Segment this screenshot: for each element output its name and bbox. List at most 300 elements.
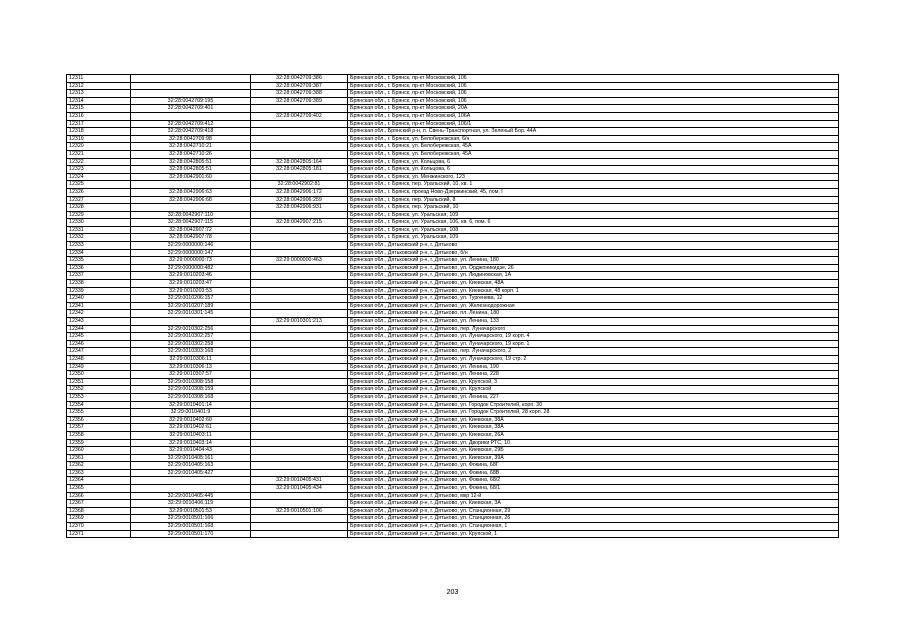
address-cell: Брянская обл., Дятьковский р-н, г. Дятьково, ул. Крупской, 3 — [348, 378, 839, 386]
parcel-number-cell — [131, 181, 251, 189]
table-row — [67, 340, 839, 348]
address-cell: Брянская обл., Дятьковский р-н, г. Дятьково, ул. Городок Строителей, корп. 30 — [348, 401, 839, 409]
parcel-number-cell: 32:29:0010203:46 — [131, 272, 251, 280]
address-cell: Брянская обл., Дятьковский р-н, г. Дятьково, ул. Ленина, 180 — [348, 257, 839, 265]
address-cell: Брянская обл., Дятьковский р-н, г. Дятьково, ул. Киевская, 26А — [348, 431, 839, 439]
parcel-number-cell: 32:29:0010405:445 — [131, 492, 251, 500]
building-number-cell — [251, 226, 348, 234]
building-number-cell — [251, 173, 348, 181]
row-number-cell: 12331 — [67, 226, 131, 234]
building-number-cell: 32:29:0010501:106 — [251, 507, 348, 515]
table-row — [67, 196, 839, 204]
address-cell: Брянская обл., г. Брянск, пер. Уральский, 10, кв. 1 — [348, 181, 839, 189]
row-number-cell: 12369 — [67, 515, 131, 523]
building-number-cell — [251, 249, 348, 257]
row-number-cell: 12325 — [67, 181, 131, 189]
parcel-number-cell: 32:28:0042906:63 — [131, 188, 251, 196]
table-row — [67, 530, 839, 538]
parcel-number-cell: 32:29:0010401:14 — [131, 401, 251, 409]
address-cell: Брянская обл., Дятьковский р-н, г. Дятьково — [348, 242, 839, 250]
parcel-number-cell: 32:29:0010402:60 — [131, 416, 251, 424]
building-number-cell: 32:28:0042906:931 — [251, 204, 348, 212]
row-number-cell: 12341 — [67, 302, 131, 310]
building-number-cell — [251, 272, 348, 280]
table-row — [67, 363, 839, 371]
table-row — [67, 204, 839, 212]
parcel-number-cell: 32:29:0010401:9 — [131, 409, 251, 417]
building-number-cell — [251, 447, 348, 455]
row-number-cell: 12362 — [67, 462, 131, 470]
parcel-number-cell: 32:29:0010206:157 — [131, 295, 251, 303]
row-number-cell: 12324 — [67, 173, 131, 181]
table-row — [67, 234, 839, 242]
building-number-cell — [251, 295, 348, 303]
parcel-number-cell: 32:29:0000000:147 — [131, 249, 251, 257]
row-number-cell: 12356 — [67, 416, 131, 424]
parcel-number-cell: 32:29:0010203:53 — [131, 287, 251, 295]
table-row — [67, 97, 839, 105]
parcel-number-cell: 32:29:0010404:43 — [131, 447, 251, 455]
address-cell: Брянская обл., г. Брянск, пр-кт Московский, 106 — [348, 75, 839, 83]
row-number-cell: 12359 — [67, 439, 131, 447]
address-cell: Брянская обл., Дятьковский р-н, г. Дятьково, ул. Орджоникидзе, 26 — [348, 264, 839, 272]
row-number-cell: 12314 — [67, 97, 131, 105]
table-row — [67, 280, 839, 288]
parcel-number-cell: 32:29:0010307:57 — [131, 371, 251, 379]
table-row — [67, 386, 839, 394]
address-cell: Брянская обл., Дятьковский р-н, г. Дятьково, б/н — [348, 249, 839, 257]
building-number-cell — [251, 492, 348, 500]
building-number-cell — [251, 401, 348, 409]
table-row — [67, 181, 839, 189]
table-row — [67, 128, 839, 136]
row-number-cell: 12334 — [67, 249, 131, 257]
table-row — [67, 105, 839, 113]
address-cell: Брянская обл., Дятьковский р-н, г. Дятьково, ул. Станционная, 1 — [348, 523, 839, 531]
row-number-cell: 12311 — [67, 75, 131, 83]
table-row — [67, 264, 839, 272]
parcel-number-cell: 32:29:0010403:11 — [131, 431, 251, 439]
building-number-cell — [251, 462, 348, 470]
building-number-cell: 32:28:0042805:181 — [251, 166, 348, 174]
building-number-cell: 32:28:0042907:215 — [251, 219, 348, 227]
table-row — [67, 485, 839, 493]
address-cell: Брянская обл., Дятьковский р-н, г. Дятьково, пер. Луначарского, 2 — [348, 348, 839, 356]
building-number-cell — [251, 280, 348, 288]
building-number-cell — [251, 242, 348, 250]
parcel-number-cell: 32:28:0042710:26 — [131, 150, 251, 158]
address-cell: Брянская обл., Дятьковский р-н, г. Дятьково, ул. Крупской — [348, 386, 839, 394]
table-row — [67, 90, 839, 98]
row-number-cell: 12313 — [67, 90, 131, 98]
building-number-cell: 32:28:0042709:386 — [251, 75, 348, 83]
address-cell: Брянская обл., Дятьковский р-н, г. Дятьково, ул. Ленина, 190 — [348, 363, 839, 371]
address-cell: Брянская обл., г. Брянск, пер. Уральский, 10 — [348, 204, 839, 212]
row-number-cell: 12323 — [67, 166, 131, 174]
parcel-number-cell: 32:29:0010306:13 — [131, 363, 251, 371]
building-number-cell — [251, 135, 348, 143]
building-number-cell — [251, 454, 348, 462]
address-cell: Брянская обл., г. Брянск, пр-кт Московский, 106 — [348, 90, 839, 98]
parcel-number-cell: 32:29:0010501:166 — [131, 515, 251, 523]
row-number-cell: 12367 — [67, 500, 131, 508]
parcel-number-cell: 32:29:0010406:119 — [131, 500, 251, 508]
parcel-number-cell — [131, 112, 251, 120]
row-number-cell: 12327 — [67, 196, 131, 204]
building-number-cell — [251, 120, 348, 128]
parcel-number-cell — [131, 75, 251, 83]
building-number-cell — [251, 424, 348, 432]
address-cell: Брянская обл., г. Брянск, пр-кт Московский, 106 — [348, 82, 839, 90]
parcel-number-cell: 32:28:0042805:51 — [131, 166, 251, 174]
address-cell: Брянская обл., г. Брянск, ул. Кольцова, 6 — [348, 158, 839, 166]
parcel-number-cell: 32:29:0010203:47 — [131, 280, 251, 288]
parcel-number-cell: 32:28:0042901:60 — [131, 173, 251, 181]
table-row — [67, 439, 839, 447]
row-number-cell: 12365 — [67, 485, 131, 493]
address-cell: Брянская обл., Дятьковский р-н, г. Дятьково, ул. Луначарского, 19 корп. 4 — [348, 333, 839, 341]
table-row — [67, 75, 839, 83]
parcel-number-cell: 32:28:0042709:401 — [131, 105, 251, 113]
building-number-cell — [251, 128, 348, 136]
building-number-cell: 32:28:0042709:388 — [251, 90, 348, 98]
address-cell: Брянская обл., г. Брянск, ул. Кольцова, 6 — [348, 166, 839, 174]
parcel-number-cell: 32:29:0010302:257 — [131, 333, 251, 341]
building-number-cell: 32:28:0042902:81 — [251, 181, 348, 189]
address-cell: Брянская обл., Дятьковский р-н, г. Дятьково, ул. Киевская, 29Б — [348, 447, 839, 455]
address-cell: Брянская обл., г. Брянск, пер. Уральский, 8 — [348, 196, 839, 204]
table-row — [67, 393, 839, 401]
building-number-cell: 32:28:0042709:387 — [251, 82, 348, 90]
table-row — [67, 302, 839, 310]
row-number-cell: 12345 — [67, 333, 131, 341]
address-cell: Брянская обл., г. Брянск, проезд Ново-Дзержинский, 45, пом. I — [348, 188, 839, 196]
address-cell: Брянская обл., Дятьковский р-н, г. Дятьково, ул. Киевская, 38А — [348, 416, 839, 424]
address-cell: Брянская обл., Дятьковский р-н, г. Дятьково, ул. Киевская, 48А — [348, 280, 839, 288]
table-row — [67, 112, 839, 120]
parcel-number-cell: 32:29:0000000:482 — [131, 264, 251, 272]
address-cell: Брянская обл., г. Брянск, ул. Менжинского, 123 — [348, 173, 839, 181]
table-row — [67, 287, 839, 295]
table-row — [67, 462, 839, 470]
row-number-cell: 12337 — [67, 272, 131, 280]
building-number-cell: 32:28:0042709:389 — [251, 97, 348, 105]
parcel-number-cell: 32:29:0010403:14 — [131, 439, 251, 447]
row-number-cell: 12344 — [67, 325, 131, 333]
building-number-cell — [251, 469, 348, 477]
parcel-number-cell: 32:29:0010303:168 — [131, 348, 251, 356]
building-number-cell — [251, 340, 348, 348]
row-number-cell: 12348 — [67, 355, 131, 363]
building-number-cell: 32:28:0042709:402 — [251, 112, 348, 120]
row-number-cell: 12363 — [67, 469, 131, 477]
address-cell: Брянская обл., Дятьковский р-н, г. Дятьково, ул. Ленина, 228 — [348, 371, 839, 379]
address-cell: Брянская обл., Дятьковский р-н, г. Дятьково, пл. Ленина, 180 — [348, 310, 839, 318]
table-row — [67, 310, 839, 318]
row-number-cell: 12318 — [67, 128, 131, 136]
building-number-cell — [251, 409, 348, 417]
table-row — [67, 371, 839, 379]
parcel-number-cell — [131, 82, 251, 90]
address-cell: Брянская обл., г. Брянск, ул. Белобережская, 45А — [348, 143, 839, 151]
row-number-cell: 12330 — [67, 219, 131, 227]
address-cell: Брянская обл., Брянский р-н, п. Свень-Транспортная, ул. Зеленый Бор, 44А — [348, 128, 839, 136]
row-number-cell: 12340 — [67, 295, 131, 303]
table-row — [67, 416, 839, 424]
parcel-number-cell: 32:29:0010302:256 — [131, 325, 251, 333]
parcel-number-cell: 32:29:0010207:189 — [131, 302, 251, 310]
table-row — [67, 477, 839, 485]
table-row — [67, 257, 839, 265]
address-cell: Брянская обл., г. Брянск, ул. Уральская, 106, кв. 6, пом. 6 — [348, 219, 839, 227]
parcel-number-cell: 32:28:0042709:195 — [131, 97, 251, 105]
table-row — [67, 158, 839, 166]
table-row — [67, 492, 839, 500]
row-number-cell: 12346 — [67, 340, 131, 348]
address-cell: Брянская обл., Дятьковский р-н, г. Дятьково, ул. Крупской, 1 — [348, 530, 839, 538]
address-cell: Брянская обл., Дятьковский р-н, г. Дятьково, ул. Фокина, 68Г — [348, 462, 839, 470]
building-number-cell — [251, 105, 348, 113]
table-row — [67, 424, 839, 432]
parcel-number-cell — [131, 90, 251, 98]
row-number-cell: 12326 — [67, 188, 131, 196]
address-cell: Брянская обл., г. Брянск, пр-кт Московский, 106А — [348, 112, 839, 120]
address-cell: Брянская обл., Дятьковский р-н, г. Дятьково, ул. Тургенева, 12 — [348, 295, 839, 303]
row-number-cell: 12329 — [67, 211, 131, 219]
address-cell: Брянская обл., Дятьковский р-н, г. Дятьково, ул. Киевская, 48 корп. 1 — [348, 287, 839, 295]
building-number-cell — [251, 439, 348, 447]
building-number-cell — [251, 264, 348, 272]
row-number-cell: 12312 — [67, 82, 131, 90]
table-row — [67, 378, 839, 386]
row-number-cell: 12355 — [67, 409, 131, 417]
building-number-cell — [251, 530, 348, 538]
parcel-number-cell: 32:29:0010301:145 — [131, 310, 251, 318]
building-number-cell — [251, 393, 348, 401]
table-row — [67, 219, 839, 227]
row-number-cell: 12360 — [67, 447, 131, 455]
row-number-cell: 12358 — [67, 431, 131, 439]
row-number-cell: 12338 — [67, 280, 131, 288]
address-cell: Брянская обл., Дятьковский р-н, г. Дятьково, ул. Людиновская, 1А — [348, 272, 839, 280]
table-row — [67, 188, 839, 196]
building-number-cell — [251, 386, 348, 394]
address-cell: Брянская обл., г. Брянск, ул. Белобережская, 45А — [348, 150, 839, 158]
row-number-cell: 12339 — [67, 287, 131, 295]
building-number-cell: 32:29:0010301:213 — [251, 318, 348, 326]
building-number-cell — [251, 150, 348, 158]
building-number-cell — [251, 325, 348, 333]
parcel-number-cell: 32:28:0042805:51 — [131, 158, 251, 166]
building-number-cell — [251, 515, 348, 523]
table-row — [67, 325, 839, 333]
table-row — [67, 135, 839, 143]
table-row — [67, 469, 839, 477]
row-number-cell: 12351 — [67, 378, 131, 386]
table-row — [67, 211, 839, 219]
row-number-cell: 12319 — [67, 135, 131, 143]
row-number-cell: 12366 — [67, 492, 131, 500]
building-number-cell — [251, 500, 348, 508]
parcel-number-cell: 32:29:0010306:11 — [131, 355, 251, 363]
table-row — [67, 447, 839, 455]
address-cell: Брянская обл., Дятьковский р-н, г. Дятьково, ул. Станционная, 26 — [348, 515, 839, 523]
table-row — [67, 226, 839, 234]
parcel-number-cell: 32:29:0010302:258 — [131, 340, 251, 348]
building-number-cell: 32:28:0042906:259 — [251, 196, 348, 204]
address-cell: Брянская обл., г. Брянск, пр-кт Московский, 106/1 — [348, 120, 839, 128]
building-number-cell — [251, 143, 348, 151]
address-cell: Брянская обл., г. Брянск, ул. Уральская, 108 — [348, 226, 839, 234]
table-row — [67, 295, 839, 303]
address-cell: Брянская обл., Дятьковский р-н, г. Дятьково, ул. Дворики РТС, 10 — [348, 439, 839, 447]
table-row — [67, 272, 839, 280]
address-cell: Брянская обл., Дятьковский р-н, г. Дятьково, ул. Ленина, 227 — [348, 393, 839, 401]
parcel-number-cell — [131, 318, 251, 326]
building-number-cell: 32:28:0042805:164 — [251, 158, 348, 166]
address-cell: Брянская обл., Дятьковский р-н, г. Дятьково, ул. Киевская, 3А — [348, 500, 839, 508]
parcel-number-cell: 32:28:0042907:115 — [131, 219, 251, 227]
table-row — [67, 500, 839, 508]
building-number-cell — [251, 523, 348, 531]
parcel-number-cell: 32:28:0042907:78 — [131, 234, 251, 242]
parcel-number-cell: 32:29:0010501:53 — [131, 507, 251, 515]
table-row — [67, 348, 839, 356]
parcel-number-cell: 32:29:0010308:159 — [131, 386, 251, 394]
table-row — [67, 431, 839, 439]
table-row — [67, 523, 839, 531]
table-row — [67, 355, 839, 363]
parcel-number-cell: 32:28:0042907:110 — [131, 211, 251, 219]
row-number-cell: 12322 — [67, 158, 131, 166]
row-number-cell: 12335 — [67, 257, 131, 265]
row-number-cell: 12352 — [67, 386, 131, 394]
parcel-number-cell — [131, 204, 251, 212]
parcel-number-cell: 32:28:0042710:21 — [131, 143, 251, 151]
parcel-number-cell: 32:29:0010405:161 — [131, 454, 251, 462]
parcel-number-cell: 32:29:0000000:73 — [131, 257, 251, 265]
parcel-number-cell — [131, 477, 251, 485]
address-cell: Брянская обл., Дятьковский р-н, г. Дятьково, ул. Фокина, 68В — [348, 469, 839, 477]
row-number-cell: 12315 — [67, 105, 131, 113]
address-cell: Брянская обл., г. Брянск, ул. Уральская, 109 — [348, 234, 839, 242]
row-number-cell: 12353 — [67, 393, 131, 401]
parcel-number-cell: 32:29:0010405:427 — [131, 469, 251, 477]
parcel-number-cell: 32:29:0010501:170 — [131, 530, 251, 538]
building-number-cell — [251, 310, 348, 318]
table-row — [67, 249, 839, 257]
building-number-cell — [251, 302, 348, 310]
building-number-cell: 32:29:0010405:434 — [251, 485, 348, 493]
row-number-cell: 12321 — [67, 150, 131, 158]
address-cell: Брянская обл., Дятьковский р-н, г. Дятьково, ул. Киевская, 39А — [348, 454, 839, 462]
building-number-cell: 32:29:0000000:463 — [251, 257, 348, 265]
parcel-number-cell: 32:29:0010405:163 — [131, 462, 251, 470]
address-cell: Брянская обл., г. Брянск, ул. Уральская, 109 — [348, 211, 839, 219]
table-row — [67, 318, 839, 326]
row-number-cell: 12347 — [67, 348, 131, 356]
table-row — [67, 82, 839, 90]
building-number-cell — [251, 378, 348, 386]
table-row — [67, 333, 839, 341]
address-cell: Брянская обл., г. Брянск, пр-кт Московский, 20А — [348, 105, 839, 113]
building-number-cell — [251, 211, 348, 219]
row-number-cell: 12316 — [67, 112, 131, 120]
table-row — [67, 143, 839, 151]
row-number-cell: 12317 — [67, 120, 131, 128]
address-cell: Брянская обл., Дятьковский р-н, г. Дятьково, ул. Луначарского, 19 корп. 1 — [348, 340, 839, 348]
parcel-number-cell: 32:28:0042709:418 — [131, 128, 251, 136]
row-number-cell: 12328 — [67, 204, 131, 212]
row-number-cell: 12354 — [67, 401, 131, 409]
building-number-cell — [251, 363, 348, 371]
address-cell: Брянская обл., Дятьковский р-н, г. Дятьково, пер. Луначарского — [348, 325, 839, 333]
address-cell: Брянская обл., Дятьковский р-н, г. Дятьково, ул. Фокина, 68/2 — [348, 477, 839, 485]
building-number-cell — [251, 416, 348, 424]
address-cell: Брянская обл., Дятьковский р-н, г. Дятьково, ул. Ленина, 133 — [348, 318, 839, 326]
row-number-cell: 12349 — [67, 363, 131, 371]
building-number-cell — [251, 355, 348, 363]
table-row — [67, 454, 839, 462]
table-row — [67, 150, 839, 158]
parcel-number-cell: 32:29:0010402:61 — [131, 424, 251, 432]
table-row — [67, 409, 839, 417]
building-number-cell: 32:29:0010405:431 — [251, 477, 348, 485]
parcel-number-cell: 32:29:0010308:158 — [131, 378, 251, 386]
parcel-number-cell: 32:29:0010501:168 — [131, 523, 251, 531]
address-cell: Брянская обл., Дятьковский р-н, г. Дятьково, ул. Фокина, 68/1 — [348, 485, 839, 493]
address-cell: Брянская обл., Дятьковский р-н, г. Дятьково, ул. Киевская, 38А — [348, 424, 839, 432]
building-number-cell — [251, 348, 348, 356]
table-row — [67, 242, 839, 250]
parcel-number-cell: 32:29:0010308:168 — [131, 393, 251, 401]
table-row — [67, 401, 839, 409]
building-number-cell — [251, 431, 348, 439]
address-cell: Брянская обл., Дятьковский р-н, г. Дятьково, ул. Городок Строителей, 28 корп. 28 — [348, 409, 839, 417]
row-number-cell: 12320 — [67, 143, 131, 151]
registry-table-body — [67, 75, 839, 538]
row-number-cell: 12336 — [67, 264, 131, 272]
table-row — [67, 166, 839, 174]
row-number-cell: 12361 — [67, 454, 131, 462]
parcel-number-cell: 32:28:0042709:412 — [131, 120, 251, 128]
address-cell: Брянская обл., Дятьковский р-н, г. Дятьково, ул. Станционная, 29 — [348, 507, 839, 515]
building-number-cell — [251, 371, 348, 379]
parcel-number-cell: 32:28:0042709:98 — [131, 135, 251, 143]
parcel-number-cell — [131, 485, 251, 493]
parcel-number-cell: 32:28:0042906:68 — [131, 196, 251, 204]
row-number-cell: 12343 — [67, 318, 131, 326]
row-number-cell: 12371 — [67, 530, 131, 538]
address-cell: Брянская обл., г. Брянск, пр-кт Московский, 106 — [348, 97, 839, 105]
row-number-cell: 12350 — [67, 371, 131, 379]
registry-table — [66, 74, 839, 538]
address-cell: Брянская обл., Дятьковский р-н, г. Дятьково, ул. Железнодорожная — [348, 302, 839, 310]
address-cell: Брянская обл., Дятьковский р-н, г. Дятьково, ул. Луначарского, 19 стр. 2 — [348, 355, 839, 363]
table-row — [67, 120, 839, 128]
address-cell: Брянская обл., г. Брянск, ул. Белобережская, 6/н — [348, 135, 839, 143]
row-number-cell: 12332 — [67, 234, 131, 242]
row-number-cell: 12333 — [67, 242, 131, 250]
building-number-cell — [251, 287, 348, 295]
table-row — [67, 515, 839, 523]
building-number-cell — [251, 234, 348, 242]
building-number-cell — [251, 333, 348, 341]
row-number-cell: 12342 — [67, 310, 131, 318]
parcel-number-cell: 32:29:0000000:146 — [131, 242, 251, 250]
table-row — [67, 173, 839, 181]
building-number-cell: 32:28:0042906:172 — [251, 188, 348, 196]
